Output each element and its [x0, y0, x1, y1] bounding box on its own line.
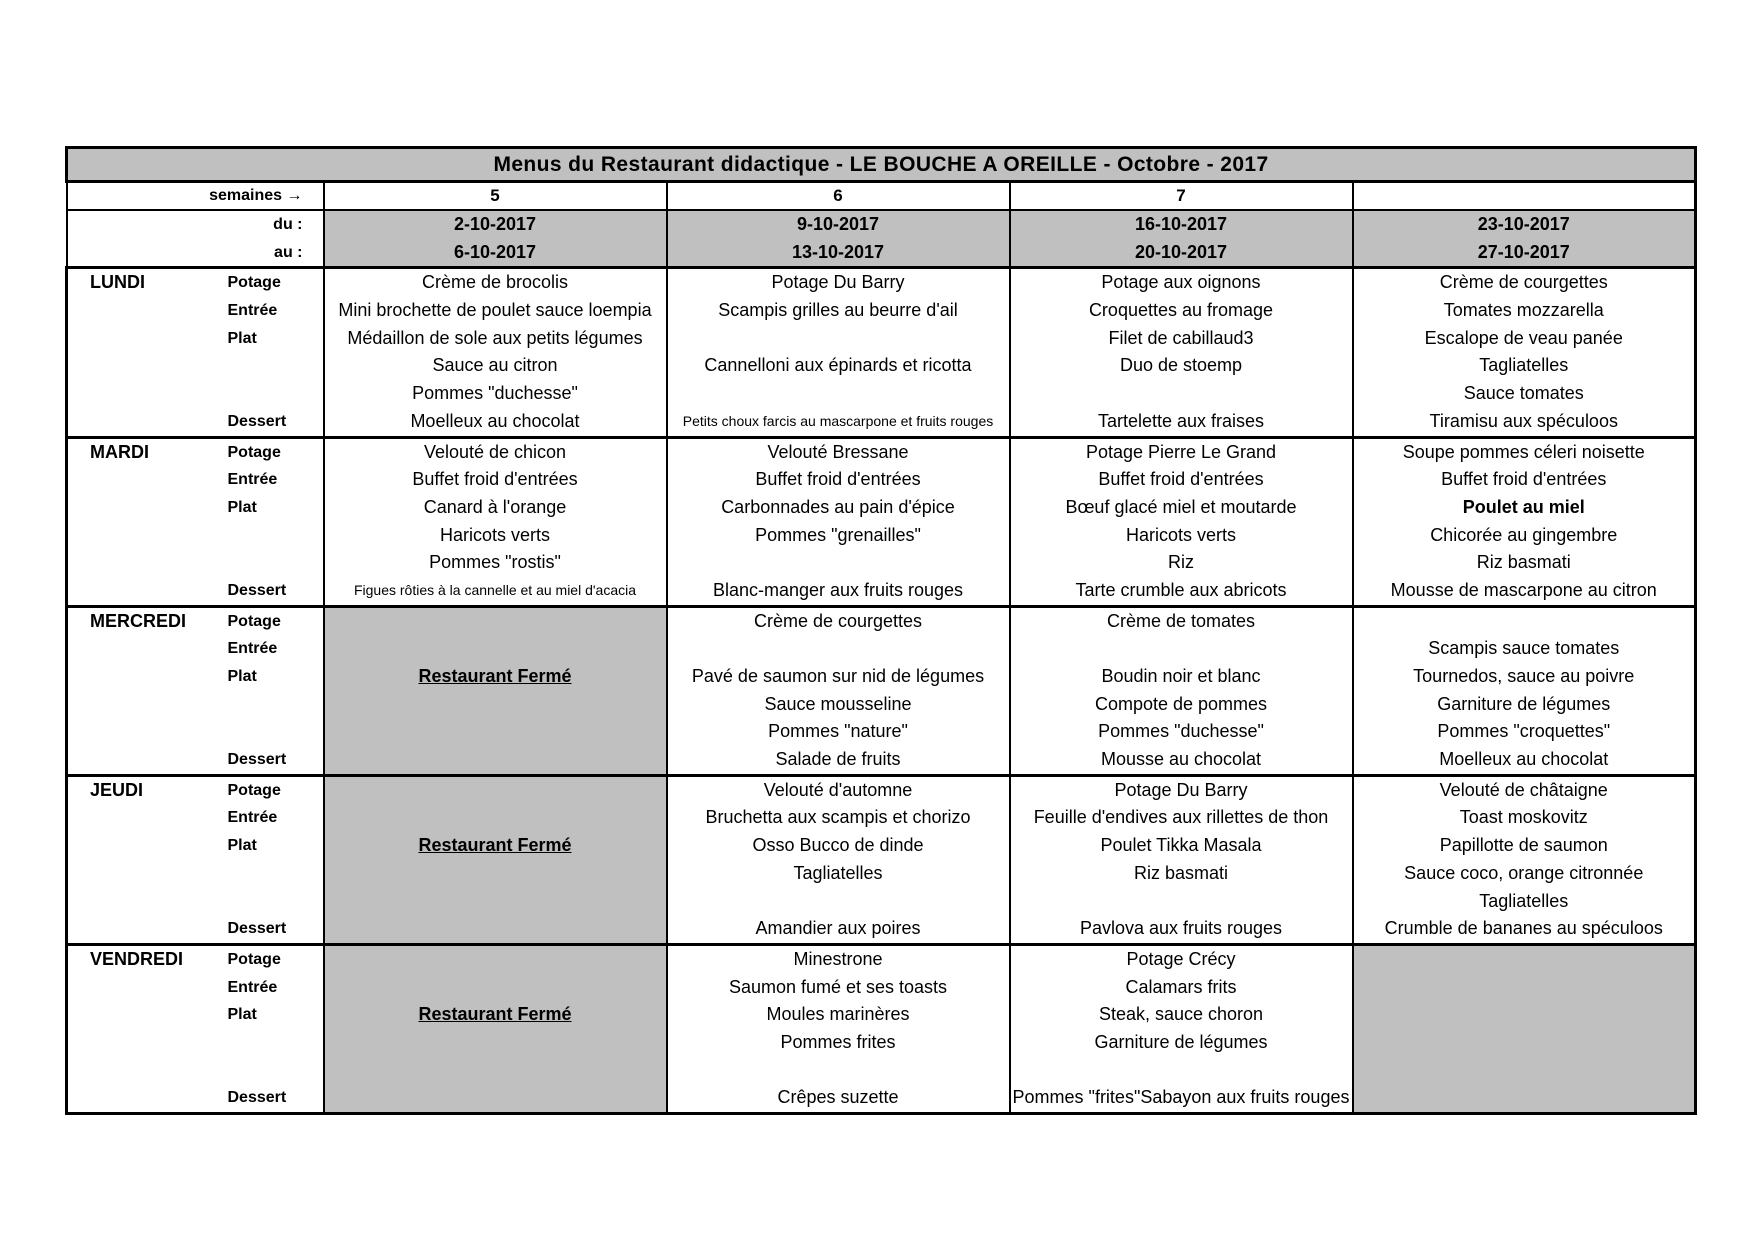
dish-line: Crêpes suzette — [777, 1087, 899, 1108]
dish-line: Potage Crécy — [1126, 948, 1236, 969]
course-label-plat: Plat — [227, 668, 257, 685]
course-label-dessert: Dessert — [227, 920, 287, 938]
day-row — [67, 944, 1696, 1113]
menu-cell — [1353, 775, 1696, 944]
dish-line: Pommes "grenailles" — [755, 524, 921, 545]
restaurant-closed-label: Restaurant Fermé — [418, 1004, 572, 1025]
dish-line: Bruchetta aux scampis et chorizo — [705, 807, 971, 828]
dish-line: Tiramisu aux spéculoos — [1429, 410, 1618, 431]
course-label-dessert: Dessert — [227, 581, 287, 599]
course-label-entree: Entrée — [227, 471, 278, 489]
day-row — [67, 775, 1696, 944]
dish-line: Cannelloni aux épinards et ricotta — [704, 355, 972, 376]
day-label: LUNDI — [90, 272, 145, 293]
to-date: 27-10-2017 — [1477, 241, 1570, 262]
dish-line: Mousse de mascarpone au citron — [1390, 579, 1657, 600]
course-label-entree: Entrée — [227, 978, 278, 996]
dish-line: Duo de stoemp — [1119, 355, 1243, 376]
course-label-potage: Potage — [227, 274, 281, 292]
course-label-plat: Plat — [227, 1006, 257, 1024]
dish-line: Tartelette aux fraises — [1097, 410, 1265, 431]
course-label-dessert: Dessert — [227, 412, 287, 430]
empty-line — [325, 746, 666, 774]
dish-line: Crème de courgettes — [753, 610, 923, 631]
dish-line: Poulet au miel — [1462, 496, 1585, 517]
course-labels — [206, 606, 324, 775]
empty-line — [325, 1084, 666, 1112]
course-label-spacer — [228, 888, 323, 916]
dish-line: Pavé de saumon sur nid de légumes — [691, 666, 985, 686]
dish-line — [668, 635, 1009, 663]
empty-line — [325, 888, 666, 916]
to-date: 13-10-2017 — [791, 241, 885, 262]
dish-line: Sauce coco, orange citronnée — [1404, 862, 1644, 883]
dish-line: Scampis grilles au beurre d'ail — [718, 300, 958, 321]
week-number — [1353, 182, 1696, 211]
empty-line — [1354, 1084, 1695, 1112]
closed-cell — [324, 606, 667, 775]
empty-line — [325, 1057, 666, 1085]
dish-line: Tarte crumble aux abricots — [1075, 579, 1287, 600]
dish-line: Canard à l'orange — [423, 496, 567, 517]
dish-line — [1011, 635, 1352, 663]
menu-cell — [1010, 437, 1353, 606]
dish-line: Carbonnades au pain d'épice — [721, 496, 955, 517]
dish-line: Moules marinères — [766, 1004, 910, 1025]
week-number: 6 — [667, 182, 1010, 211]
course-label-spacer — [228, 718, 323, 746]
dish-line: Compote de pommes — [1094, 693, 1268, 714]
empty-line — [325, 946, 666, 974]
dish-line: Haricots verts — [1125, 524, 1237, 545]
course-label-spacer — [228, 860, 323, 888]
dish-line — [668, 888, 1009, 916]
dish-line: Velouté d'automne — [763, 779, 913, 800]
empty-line — [1354, 1057, 1695, 1085]
day-label: JEUDI — [90, 779, 144, 800]
course-label-dessert: Dessert — [227, 751, 287, 769]
dish-line: Pommes "duchesse" — [412, 383, 578, 404]
course-label-dessert: Dessert — [227, 1089, 287, 1107]
day-name — [67, 437, 206, 606]
dish-line: Buffet froid d'entrées — [412, 469, 578, 490]
dish-line — [1011, 380, 1352, 408]
dish-line: Filet de cabillaud3 — [1108, 327, 1254, 348]
empty-line — [325, 974, 666, 1002]
dish-line: Pavlova aux fruits rouges — [1079, 918, 1283, 939]
course-label-entree: Entrée — [227, 640, 278, 658]
week-dates — [1010, 210, 1353, 268]
weeks-label: semaines → — [67, 182, 324, 211]
dish-line: Velouté de chicon — [423, 441, 567, 462]
from-date: 2-10-2017 — [453, 214, 537, 234]
dish-line — [1011, 1057, 1352, 1085]
empty-line — [1354, 1001, 1695, 1029]
course-label-entree: Entrée — [227, 302, 278, 320]
course-label-spacer — [228, 1057, 323, 1085]
course-label-spacer — [228, 691, 323, 719]
course-label-spacer — [228, 549, 323, 577]
dish-line: Figues rôties à la cannelle et au miel d'acacia — [353, 581, 637, 598]
dish-line: Velouté Bressane — [767, 441, 909, 462]
menu-cell — [667, 268, 1010, 437]
dish-line: Sauce tomates — [1463, 383, 1584, 404]
dish-line: Poulet Tikka Masala — [1100, 835, 1262, 856]
dish-line: Garniture de légumes — [1094, 1031, 1268, 1052]
dish-line — [1011, 888, 1352, 916]
menu-cell — [324, 268, 667, 437]
dish-line: Tagliatelles — [1479, 355, 1569, 376]
dish-line: Petits choux farcis au mascarpone et fruits rouges — [682, 412, 994, 429]
menu-cell — [1010, 775, 1353, 944]
from-date: 9-10-2017 — [796, 214, 880, 234]
dates-row — [67, 210, 1696, 268]
course-label-potage: Potage — [227, 443, 281, 461]
dish-line: Saumon fumé et ses toasts — [728, 976, 948, 997]
empty-line — [325, 1029, 666, 1057]
date-labels — [67, 210, 324, 268]
week-dates — [667, 210, 1010, 268]
dish-line: Chicorée au gingembre — [1430, 524, 1618, 545]
dish-line: Tagliatelles — [1479, 890, 1569, 911]
dish-line: Médaillon de sole aux petits légumes — [347, 327, 643, 348]
dish-line: Mini brochette de poulet sauce loempia — [338, 300, 652, 321]
dish-line: Bœuf glacé miel et moutarde — [1065, 496, 1297, 517]
title-row — [67, 148, 1696, 182]
dish-line: Crème de tomates — [1106, 610, 1256, 631]
empty-line — [1354, 1029, 1695, 1057]
dish-line: Boudin noir et blanc — [1101, 666, 1261, 686]
dish-line: Buffet froid d'entrées — [1098, 469, 1264, 490]
empty-line — [325, 691, 666, 719]
dish-line: Sauce mousseline — [764, 693, 912, 714]
empty-line — [1354, 946, 1695, 974]
dish-line: Feuille d'endives aux rillettes de thon — [1033, 807, 1329, 828]
dish-line: Potage Du Barry — [771, 272, 905, 293]
menu-title: Menus du Restaurant didactique - LE BOUCHE A OREILLE - Octobre - 2017 — [67, 148, 1696, 182]
dish-line: Mousse au chocolat — [1100, 749, 1262, 770]
week-number: 5 — [324, 182, 667, 211]
menu-cell — [667, 437, 1010, 606]
course-labels — [206, 944, 324, 1113]
table-body — [67, 148, 1696, 1114]
course-label-spacer — [228, 1029, 323, 1057]
dish-line: Soupe pommes céleri noisette — [1402, 441, 1645, 462]
dish-line: Buffet froid d'entrées — [1441, 469, 1607, 490]
day-name — [67, 606, 206, 775]
menu-cell — [1353, 268, 1696, 437]
day-row — [67, 268, 1696, 437]
empty-line — [325, 777, 666, 805]
restaurant-closed-label: Restaurant Fermé — [418, 835, 572, 856]
dish-line: Crème de brocolis — [421, 272, 569, 293]
course-label-potage: Potage — [227, 612, 281, 630]
course-label-entree: Entrée — [227, 809, 278, 827]
menu-table — [65, 146, 1697, 1115]
dish-line: Tagliatelles — [793, 862, 883, 883]
to-label: au : — [274, 243, 303, 261]
day-row — [67, 606, 1696, 775]
dish-line: Crème de courgettes — [1439, 272, 1608, 293]
dish-line: Croquettes au fromage — [1088, 300, 1274, 321]
dish-line: Velouté de châtaigne — [1439, 779, 1608, 800]
empty-line — [325, 804, 666, 832]
dish-line: Papillotte de saumon — [1439, 835, 1608, 856]
dish-line: Sauce au citron — [432, 355, 558, 376]
day-name — [67, 775, 206, 944]
empty-line — [325, 860, 666, 888]
closed-cell — [1353, 944, 1696, 1113]
menu-cell — [667, 606, 1010, 775]
day-name — [67, 944, 206, 1113]
menu-cell — [667, 944, 1010, 1113]
empty-line — [325, 718, 666, 746]
menu-cell — [1010, 268, 1353, 437]
dish-line: Escalope de veau panée — [1424, 327, 1623, 348]
dish-line — [668, 380, 1009, 408]
dish-line — [1354, 608, 1695, 636]
day-name — [67, 268, 206, 437]
dish-line: Riz — [1168, 552, 1194, 573]
dish-line — [668, 1057, 1009, 1085]
day-label: MERCREDI — [90, 610, 187, 631]
empty-line — [325, 635, 666, 663]
dish-line: Potage Pierre Le Grand — [1085, 441, 1277, 462]
dish-line: Haricots verts — [439, 524, 551, 545]
dish-line: Toast moskovitz — [1459, 807, 1588, 828]
dish-line: Pommes frites — [780, 1031, 896, 1052]
menu-cell — [1353, 437, 1696, 606]
dish-line: Amandier aux poires — [755, 918, 921, 939]
menu-cell — [1010, 944, 1353, 1113]
dish-line: Pommes "nature" — [768, 721, 908, 742]
dish-line — [668, 549, 1009, 577]
menu-cell — [1010, 606, 1353, 775]
from-date: 23-10-2017 — [1477, 214, 1570, 234]
dish-line: Garniture de légumes — [1437, 693, 1611, 714]
dish-line: Moelleux au chocolat — [410, 410, 580, 431]
dish-line: Calamars frits — [1125, 976, 1237, 997]
course-label-spacer — [228, 522, 323, 550]
day-label: VENDREDI — [90, 948, 184, 969]
dish-line: Moelleux au chocolat — [1439, 749, 1609, 770]
course-label-potage: Potage — [227, 950, 281, 968]
course-label-plat: Plat — [227, 837, 257, 855]
day-label: MARDI — [90, 441, 149, 462]
dish-line: Tomates mozzarella — [1443, 300, 1604, 321]
dish-line: Pommes "duchesse" — [1098, 721, 1264, 742]
from-date: 16-10-2017 — [1134, 214, 1228, 234]
dish-line: Salade de fruits — [775, 749, 901, 770]
course-label-plat: Plat — [227, 498, 257, 516]
dish-line: Riz basmati — [1133, 862, 1229, 883]
closed-cell — [324, 944, 667, 1113]
dish-line: Riz basmati — [1476, 552, 1571, 573]
dish-line — [668, 325, 1009, 353]
dish-line: Minestrone — [793, 948, 883, 969]
dish-line: Tournedos, sauce au poivre — [1413, 666, 1635, 686]
dish-line: Blanc-manger aux fruits rouges — [712, 579, 964, 600]
week-dates — [1353, 210, 1696, 268]
dish-line: Pommes "croquettes" — [1437, 721, 1611, 742]
course-label-spacer — [228, 352, 323, 380]
to-date: 20-10-2017 — [1134, 241, 1228, 262]
dish-line: Potage aux oignons — [1101, 272, 1261, 293]
menu-cell — [324, 437, 667, 606]
menu-cell — [667, 775, 1010, 944]
restaurant-closed-label: Restaurant Fermé — [418, 666, 572, 686]
dish-line: Pommes "rostis" — [429, 552, 561, 573]
empty-line — [1354, 974, 1695, 1002]
week-dates — [324, 210, 667, 268]
dish-line: Crumble de bananes au spéculoos — [1384, 918, 1663, 939]
dish-line: Scampis sauce tomates — [1428, 638, 1620, 659]
weeks-row — [67, 182, 1696, 211]
week-number: 7 — [1010, 182, 1353, 211]
day-row — [67, 437, 1696, 606]
empty-line — [325, 608, 666, 636]
dish-line: Pommes "frites"Sabayon aux fruits rouges — [1012, 1087, 1350, 1108]
course-label-spacer — [228, 380, 323, 408]
dish-line: Steak, sauce choron — [1098, 1004, 1264, 1025]
dish-line: Potage Du Barry — [1114, 779, 1248, 800]
closed-cell — [324, 775, 667, 944]
empty-line — [325, 915, 666, 943]
dish-line: Osso Bucco de dinde — [752, 835, 924, 856]
to-date: 6-10-2017 — [453, 241, 537, 262]
menu-cell — [1353, 606, 1696, 775]
course-labels — [206, 437, 324, 606]
course-labels — [206, 268, 324, 437]
dish-line: Buffet froid d'entrées — [755, 469, 921, 490]
course-label-potage: Potage — [227, 781, 281, 799]
course-labels — [206, 775, 324, 944]
from-label: du : — [273, 216, 303, 233]
course-label-plat: Plat — [227, 329, 257, 347]
